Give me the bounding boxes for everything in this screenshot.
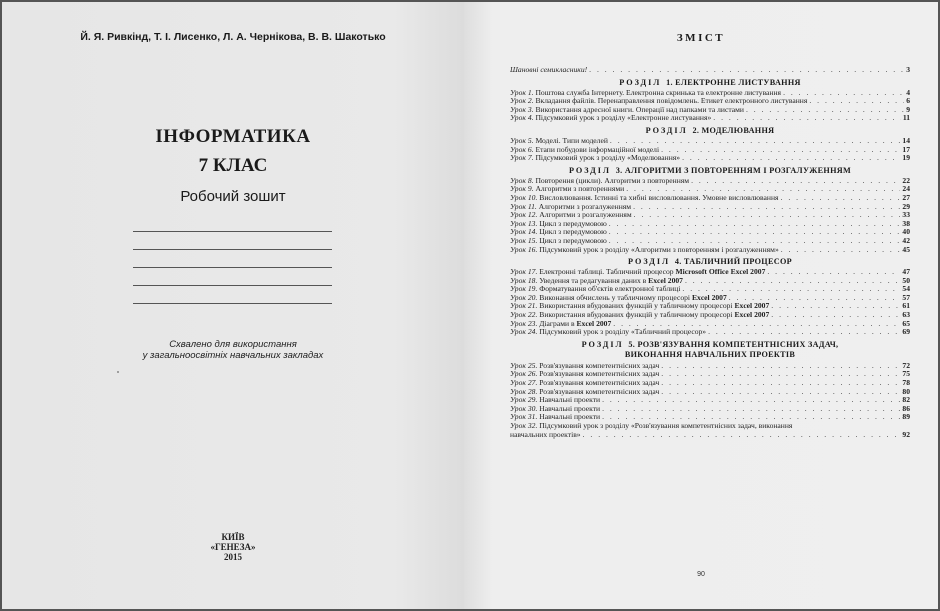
lesson-label: Урок 3. <box>510 105 534 114</box>
lesson-label: Урок 12. <box>510 211 538 220</box>
leader-dots <box>708 328 900 337</box>
lesson-text <box>510 106 744 115</box>
page-number: 45 <box>902 245 910 254</box>
toc-entry[interactable] <box>510 311 910 320</box>
lesson-text <box>510 97 807 106</box>
lesson-title: Підсумковий урок з розділу «Табличний процесор» <box>539 328 707 337</box>
page-number: 6 <box>906 97 910 106</box>
leader-dots <box>746 106 904 115</box>
toc-entry[interactable] <box>510 203 910 212</box>
leader-dots <box>771 302 900 311</box>
lesson-label: Урок 20. <box>510 293 538 302</box>
toc-entry[interactable] <box>510 228 910 237</box>
lesson-title-continued: навчальних проектів» <box>510 430 581 439</box>
page-number: 63 <box>902 311 910 320</box>
leader-dots <box>661 370 900 379</box>
approval-line-1: Схвалено для використання <box>169 339 297 350</box>
toc-entry[interactable] <box>510 405 910 414</box>
lesson-title: Алгоритми з розгалуженням <box>539 211 632 220</box>
lesson-title: Діаграми в <box>539 319 575 328</box>
lesson-text <box>510 237 607 246</box>
lesson-text <box>510 228 607 237</box>
lesson-title: Підсумковий урок з розділу «Алгоритми з повторенням і розгалуженням» <box>539 245 779 254</box>
lesson-title: Навчальні проекти <box>539 404 601 413</box>
leader-dots <box>685 277 900 286</box>
lesson-label: Урок 6. <box>510 145 534 154</box>
lesson-label: Урок 23. <box>510 319 538 328</box>
lesson-title: Розв'язування компетентнісних задач <box>539 387 660 396</box>
lesson-title: Цикл з передумовою <box>539 219 607 228</box>
toc-entry[interactable] <box>510 328 910 337</box>
section-title-text-line-2: ВИКОНАННЯ НАВЧАЛЬНИХ ПРОЕКТІВ <box>624 349 796 359</box>
leader-dots <box>661 379 900 388</box>
page-number: 42 <box>902 236 910 245</box>
lesson-text <box>510 285 680 294</box>
lesson-title-software: Excel 2007 <box>734 302 770 311</box>
approval-line-2: у загальноосвітніх навчальних закладах <box>142 350 324 361</box>
imprint <box>2 532 464 562</box>
blank-line <box>133 303 332 304</box>
lesson-title: Цикл з передумовою <box>539 228 607 237</box>
lesson-title: Етапи побудови інформаційної моделі <box>535 145 660 154</box>
lesson-title: Повторення (цикли). Алгоритми з повторенням <box>535 176 690 185</box>
lesson-label: Урок 29. <box>510 396 538 405</box>
lesson-text <box>510 268 765 277</box>
lesson-label: Урок 8. <box>510 176 534 185</box>
imprint-publisher: «ГЕНЕЗА» <box>210 542 256 552</box>
toc-entry[interactable] <box>510 294 910 303</box>
speck <box>117 371 119 373</box>
section-heading <box>510 340 910 360</box>
lesson-text <box>510 220 607 229</box>
toc-entry[interactable] <box>510 379 910 388</box>
section-title-text: 1. ЕЛЕКТРОННЕ ЛИСТУВАННЯ <box>666 77 801 87</box>
section-word: РОЗДІЛ <box>645 125 688 135</box>
lesson-title: Використання адресної книги. Операції над папками та листами <box>535 105 744 114</box>
toc-entry[interactable] <box>510 106 910 115</box>
leader-dots <box>609 228 901 237</box>
lesson-label: Урок 7. <box>510 154 534 163</box>
section-title-text: 2. МОДЕЛЮВАННЯ <box>692 125 775 135</box>
page-number: 72 <box>902 361 910 370</box>
page-number: 50 <box>902 276 910 285</box>
page-number: 22 <box>902 176 910 185</box>
leader-dots <box>661 388 900 397</box>
contents-heading: ЗМІСТ <box>676 32 726 44</box>
lesson-text <box>510 302 769 311</box>
lesson-title: Моделі. Типи моделей <box>535 136 608 145</box>
lesson-title: Алгоритми з повтореннями <box>535 185 625 194</box>
toc-entry[interactable] <box>510 137 910 146</box>
lesson-text <box>510 211 632 220</box>
lesson-title: Використання вбудованих функцій у табличному процесорі <box>539 302 733 311</box>
lesson-label: Урок 1. <box>510 88 534 97</box>
toc-entry-line-2 <box>510 431 910 440</box>
lesson-text <box>510 137 608 146</box>
lesson-label: Урок 19. <box>510 285 538 294</box>
page-number: 80 <box>902 387 910 396</box>
page-number: 19 <box>902 154 910 163</box>
section-word: РОЗДІЛ <box>568 165 612 175</box>
page-number: 3 <box>906 66 910 74</box>
toc-entry[interactable] <box>510 97 910 106</box>
page-number: 17 <box>902 145 910 154</box>
lesson-label: Урок 9. <box>510 185 534 194</box>
lesson-text <box>510 311 769 320</box>
leader-dots <box>609 220 901 229</box>
toc-entry[interactable] <box>510 285 910 294</box>
book-grade: 7 КЛАС <box>198 155 268 176</box>
lesson-text <box>510 154 680 163</box>
lesson-label: Урок 14. <box>510 228 538 237</box>
leader-dots <box>781 246 901 255</box>
lesson-title-software: Excel 2007 <box>691 293 727 302</box>
lesson-text <box>510 379 659 388</box>
page-number: 69 <box>902 328 910 337</box>
lesson-text <box>510 203 631 212</box>
toc-entry[interactable] <box>510 302 910 311</box>
leader-dots <box>610 137 901 146</box>
lesson-text <box>510 370 659 379</box>
toc-entry[interactable] <box>510 154 910 163</box>
toc-intro-text: Шановні семикласники! <box>510 66 588 74</box>
section-heading <box>510 165 910 177</box>
leader-dots <box>602 405 900 414</box>
lesson-title-software: Excel 2007 <box>576 319 612 328</box>
lesson-text <box>510 396 600 405</box>
leader-dots <box>781 194 901 203</box>
lesson-title: Поштова служба Інтернету. Електронна скринька та електронне листування <box>535 88 782 97</box>
toc-entry[interactable] <box>510 422 910 439</box>
imprint-year: 2015 <box>224 552 242 562</box>
page-number: 75 <box>902 370 910 379</box>
leader-dots <box>809 97 904 106</box>
lesson-title: Висловлювання. Істинні та хибні висловлювання. Умовне висловлювання <box>539 193 779 202</box>
lesson-label: Урок 2. <box>510 97 534 106</box>
lesson-label: Урок 18. <box>510 276 538 285</box>
lesson-title: Розв'язування компетентнісних задач <box>539 370 660 379</box>
blank-line <box>133 285 332 286</box>
lesson-label: Урок 4. <box>510 114 534 123</box>
lesson-title: Розв'язування компетентнісних задач <box>539 361 660 370</box>
lesson-label: Урок 5. <box>510 136 534 145</box>
leader-dots <box>634 211 901 220</box>
lesson-title: Виконання обчислень у табличному процесорі <box>539 293 691 302</box>
table-of-contents <box>510 66 910 439</box>
lesson-label: Урок 17. <box>510 268 538 277</box>
lesson-label: Урок 30. <box>510 404 538 413</box>
page-number: 29 <box>902 202 910 211</box>
contents-page <box>464 2 938 609</box>
title-page <box>2 2 464 609</box>
lesson-label: Урок 25. <box>510 361 538 370</box>
page-number: 82 <box>902 396 910 405</box>
lesson-title: Навчальні проекти <box>539 396 601 405</box>
lesson-text <box>510 388 659 397</box>
page-number: 47 <box>902 268 910 277</box>
toc-entry[interactable] <box>510 220 910 229</box>
lesson-title: Підсумковий урок з розділу «Розв'язування компетентнісних задач, виконання <box>539 421 793 430</box>
toc-intro-entry[interactable] <box>510 66 910 75</box>
lesson-text <box>510 294 727 303</box>
leader-dots <box>682 285 900 294</box>
lesson-title: Цикл з передумовою <box>539 236 607 245</box>
lesson-title-software: Excel 2007 <box>648 276 683 285</box>
lesson-text <box>510 246 779 255</box>
lesson-text <box>510 146 659 155</box>
lesson-text <box>510 405 600 414</box>
blank-line <box>133 267 332 268</box>
section-word: РОЗДІЛ <box>628 257 671 267</box>
book-subtitle: Робочий зошит <box>180 188 286 205</box>
toc-entry[interactable] <box>510 396 910 405</box>
page-number: 24 <box>902 185 910 194</box>
leader-dots <box>771 311 900 320</box>
toc-entry[interactable] <box>510 177 910 186</box>
lesson-label: Урок 22. <box>510 311 538 320</box>
lesson-label: Урок 21. <box>510 302 538 311</box>
lesson-text <box>510 114 711 123</box>
section-heading <box>510 125 910 137</box>
page-number: 92 <box>902 430 910 439</box>
lesson-title: Вкладання файлів. Перенаправлення повідомлень. Етикет електронного листування <box>535 97 808 106</box>
lesson-title: Алгоритми з розгалуженням <box>538 202 632 211</box>
toc-entry[interactable] <box>510 185 910 194</box>
approval-note <box>2 339 464 361</box>
lesson-label: Урок 31. <box>510 413 538 422</box>
toc-entry[interactable] <box>510 320 910 329</box>
toc-entry[interactable] <box>510 114 910 123</box>
page-number: 86 <box>902 404 910 413</box>
blank-line <box>133 231 332 232</box>
imprint-city: КИЇВ <box>221 532 245 542</box>
section-heading <box>510 77 910 89</box>
page-folio: 90 <box>697 571 705 578</box>
lesson-text <box>510 185 624 194</box>
page-number: 40 <box>902 228 910 237</box>
lesson-text <box>510 328 706 337</box>
toc-entry[interactable] <box>510 362 910 371</box>
lesson-label: Урок 32. <box>510 421 538 430</box>
toc-entry[interactable] <box>510 146 910 155</box>
toc-entry[interactable] <box>510 237 910 246</box>
section-word: РОЗДІЛ <box>619 77 662 87</box>
toc-entry[interactable] <box>510 194 910 203</box>
lesson-text <box>510 320 611 329</box>
lesson-label: Урок 16. <box>510 245 538 254</box>
toc-entry[interactable] <box>510 370 910 379</box>
lesson-text <box>510 194 779 203</box>
lesson-text <box>510 362 659 371</box>
lesson-label: Урок 28. <box>510 387 538 396</box>
book-title: ІНФОРМАТИКА <box>155 126 311 147</box>
lesson-title-software: Microsoft Office Excel 2007 <box>675 268 766 277</box>
page-number: 14 <box>902 136 910 145</box>
toc-entry[interactable] <box>510 211 910 220</box>
name-lines <box>133 231 332 321</box>
section-title-text: 5. РОЗВ'ЯЗУВАННЯ КОМПЕТЕНТНІСНИХ ЗАДАЧ, <box>628 339 839 349</box>
lesson-label: Урок 15. <box>510 236 538 245</box>
page-number: 38 <box>902 219 910 228</box>
toc-entry[interactable] <box>510 388 910 397</box>
page-number: 27 <box>902 193 910 202</box>
page-number: 4 <box>906 88 910 97</box>
page-number: 9 <box>906 105 910 114</box>
section-title-text: 3. АЛГОРИТМИ З ПОВТОРЕННЯМ І РОЗГАЛУЖЕННЯМ <box>615 165 852 175</box>
page-number: 57 <box>902 293 910 302</box>
leader-dots <box>633 203 900 212</box>
leader-dots <box>729 294 901 303</box>
leader-dots <box>589 66 904 75</box>
toc-entry[interactable] <box>510 89 910 98</box>
lesson-title: Підсумковий урок з розділу «Моделювання» <box>535 154 681 163</box>
lesson-text <box>510 177 689 186</box>
toc-entry[interactable] <box>510 246 910 255</box>
page-number: 65 <box>902 319 910 328</box>
leader-dots <box>613 320 900 329</box>
toc-entry[interactable] <box>510 277 910 286</box>
lesson-label: Урок 24. <box>510 328 538 337</box>
section-heading <box>510 256 910 268</box>
lesson-label: Урок 11. <box>510 202 537 211</box>
leader-dots <box>691 177 900 186</box>
lesson-label: Урок 26. <box>510 370 538 379</box>
page-number: 11 <box>902 114 910 123</box>
page-number: 33 <box>902 211 910 220</box>
leader-dots <box>783 89 904 98</box>
lesson-label: Урок 27. <box>510 379 538 388</box>
page-number: 61 <box>902 302 910 311</box>
leader-dots <box>661 146 900 155</box>
page-number: 89 <box>902 413 910 422</box>
lesson-title: Розв'язування компетентнісних задач <box>539 379 660 388</box>
lesson-title: Форматування об'єктів електронної таблиці <box>539 285 681 294</box>
leader-dots <box>626 185 900 194</box>
lesson-title: Навчальні проекти <box>539 413 601 422</box>
leader-dots <box>583 431 901 440</box>
leader-dots <box>682 154 900 163</box>
lesson-label: Урок 10. <box>510 193 538 202</box>
lesson-title: Електронні таблиці. Табличний процесор <box>539 268 674 277</box>
toc-entry[interactable] <box>510 268 910 277</box>
lesson-title: Використання вбудованих функцій у табличному процесорі <box>539 311 733 320</box>
leader-dots <box>713 114 901 123</box>
lesson-text <box>510 89 781 98</box>
section-title-text: 4. ТАБЛИЧНИЙ ПРОЦЕСОР <box>674 257 792 267</box>
lesson-label: Урок 13. <box>510 219 538 228</box>
lesson-text <box>510 277 683 286</box>
lesson-title: Підсумковий урок з розділу «Електронне листування» <box>535 114 712 123</box>
toc-entry-line-1 <box>510 422 910 431</box>
leader-dots <box>609 237 901 246</box>
blank-line <box>133 249 332 250</box>
leader-dots <box>661 362 900 371</box>
leader-dots <box>602 396 900 405</box>
authors: Й. Я. Ривкінд, Т. І. Лисенко, Л. А. Чернікова, В. В. Шакотько <box>80 31 386 43</box>
leader-dots <box>767 268 900 277</box>
lesson-title: Уведення та редагування даних в <box>539 276 647 285</box>
section-word: РОЗДІЛ <box>581 339 624 349</box>
lesson-title-software: Excel 2007 <box>734 311 770 320</box>
page-number: 78 <box>902 379 910 388</box>
page-number: 54 <box>902 285 910 294</box>
